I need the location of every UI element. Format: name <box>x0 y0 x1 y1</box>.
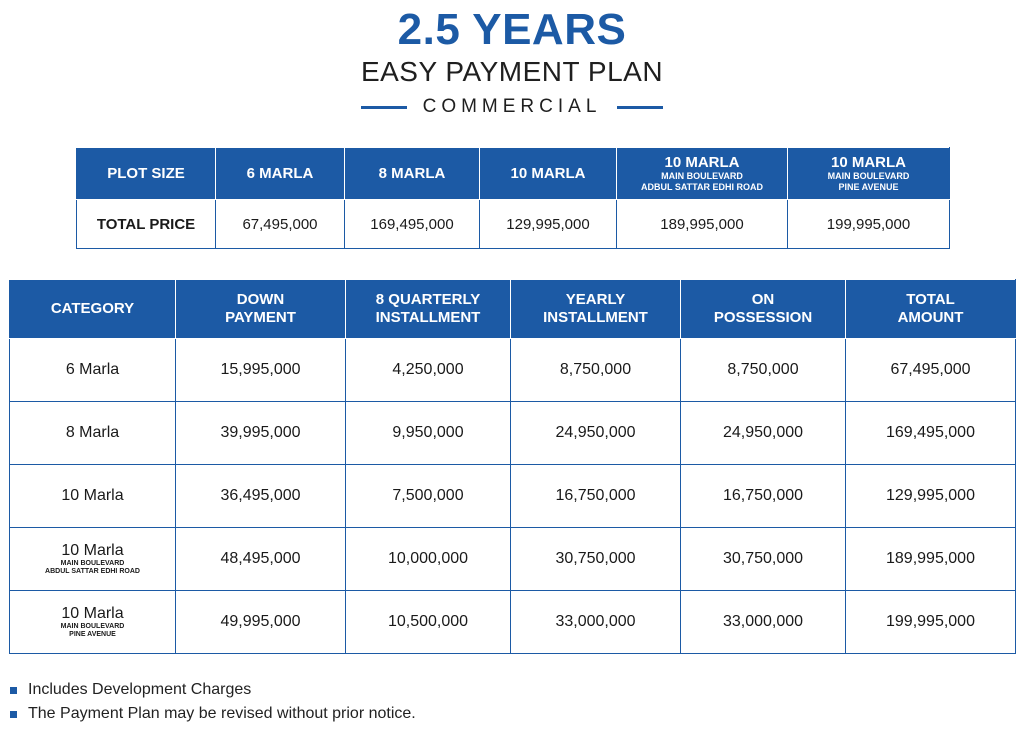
category-label: COMMERCIAL <box>422 96 602 117</box>
price-cell: 67,495,000 <box>216 200 345 249</box>
possession-cell: 16,750,000 <box>681 465 846 528</box>
header-8-marla: 8 MARLA <box>345 148 480 200</box>
table-row <box>10 591 1016 654</box>
down-payment-cell: 49,995,000 <box>176 591 346 654</box>
total-cell: 189,995,000 <box>846 528 1016 591</box>
possession-cell: 8,750,000 <box>681 339 846 402</box>
header-10-marla-edhi-road: 10 MARLA MAIN BOULEVARD ADBUL SATTAR EDHI ROAD <box>617 148 788 200</box>
header-quarterly-installment: 8 QUARTERLY INSTALLMENT <box>346 280 511 339</box>
list-item <box>10 678 416 702</box>
category-label: 10 Marla <box>61 542 124 559</box>
divider-right <box>617 106 663 109</box>
possession-cell: 30,750,000 <box>681 528 846 591</box>
category-sub-line: PINE AVENUE <box>69 631 116 638</box>
price-cell: 169,495,000 <box>345 200 480 249</box>
plan-duration-title: 2.5 YEARS <box>397 5 627 54</box>
header-sub-line: PINE AVENUE <box>838 182 899 192</box>
category-cell <box>10 591 176 654</box>
note-text: Includes Development Charges <box>28 681 252 698</box>
category-cell: 6 Marla <box>10 339 176 402</box>
yearly-cell: 16,750,000 <box>511 465 681 528</box>
category-cell <box>10 528 176 591</box>
yearly-cell: 30,750,000 <box>511 528 681 591</box>
total-cell: 129,995,000 <box>846 465 1016 528</box>
price-cell: 189,995,000 <box>617 200 788 249</box>
header-yearly-installment: YEARLY INSTALLMENT <box>511 280 681 339</box>
quarterly-cell: 4,250,000 <box>346 339 511 402</box>
category-cell: 10 Marla <box>10 465 176 528</box>
category-sub-line: MAIN BOULEVARD <box>60 623 125 630</box>
down-payment-cell: 48,495,000 <box>176 528 346 591</box>
list-item <box>10 702 416 726</box>
yearly-cell: 8,750,000 <box>511 339 681 402</box>
price-header-row <box>77 148 950 200</box>
quarterly-cell: 9,950,000 <box>346 402 511 465</box>
header-total-amount: TOTAL AMOUNT <box>846 280 1016 339</box>
plan-header-row <box>10 280 1016 339</box>
quarterly-cell: 10,500,000 <box>346 591 511 654</box>
header-plot-size: PLOT SIZE <box>77 148 216 200</box>
category-sub-line: ABDUL SATTAR EDHI ROAD <box>45 568 140 575</box>
plan-subtitle: EASY PAYMENT PLAN <box>360 56 664 87</box>
header-sub-line: ADBUL SATTAR EDHI ROAD <box>641 182 763 192</box>
total-cell: 199,995,000 <box>846 591 1016 654</box>
category-sub-line: MAIN BOULEVARD <box>60 560 125 567</box>
table-row <box>10 402 1016 465</box>
down-payment-cell: 36,495,000 <box>176 465 346 528</box>
possession-cell: 33,000,000 <box>681 591 846 654</box>
down-payment-cell: 39,995,000 <box>176 402 346 465</box>
header-sub-line: MAIN BOULEVARD <box>827 171 910 181</box>
table-row <box>10 339 1016 402</box>
yearly-cell: 24,950,000 <box>511 402 681 465</box>
square-bullet-icon <box>10 711 17 718</box>
total-cell: 169,495,000 <box>846 402 1016 465</box>
square-bullet-icon <box>10 687 17 694</box>
category-heading <box>0 94 1024 120</box>
total-price-table <box>76 147 950 249</box>
quarterly-cell: 10,000,000 <box>346 528 511 591</box>
note-text: The Payment Plan may be revised without prior notice. <box>28 705 416 722</box>
price-cell: 199,995,000 <box>788 200 950 249</box>
table-row <box>10 465 1016 528</box>
divider-left <box>361 106 407 109</box>
down-payment-cell: 15,995,000 <box>176 339 346 402</box>
category-label: 10 Marla <box>61 605 124 622</box>
header-sub-line: MAIN BOULEVARD <box>661 171 743 181</box>
possession-cell: 24,950,000 <box>681 402 846 465</box>
header-on-possession: ON POSSESSION <box>681 280 846 339</box>
table-row <box>10 528 1016 591</box>
notes-list <box>10 678 416 726</box>
quarterly-cell: 7,500,000 <box>346 465 511 528</box>
total-price-row <box>77 200 950 249</box>
row-label-total-price: TOTAL PRICE <box>77 200 216 249</box>
price-cell: 129,995,000 <box>480 200 617 249</box>
yearly-cell: 33,000,000 <box>511 591 681 654</box>
total-cell: 67,495,000 <box>846 339 1016 402</box>
header-6-marla: 6 MARLA <box>216 148 345 200</box>
header-down-payment: DOWN PAYMENT <box>176 280 346 339</box>
header-10-marla: 10 MARLA <box>480 148 617 200</box>
category-cell: 8 Marla <box>10 402 176 465</box>
header-10-marla-pine-avenue: 10 MARLA MAIN BOULEVARD PINE AVENUE <box>788 148 950 200</box>
payment-plan-table <box>9 279 1016 654</box>
header-category: CATEGORY <box>10 280 176 339</box>
